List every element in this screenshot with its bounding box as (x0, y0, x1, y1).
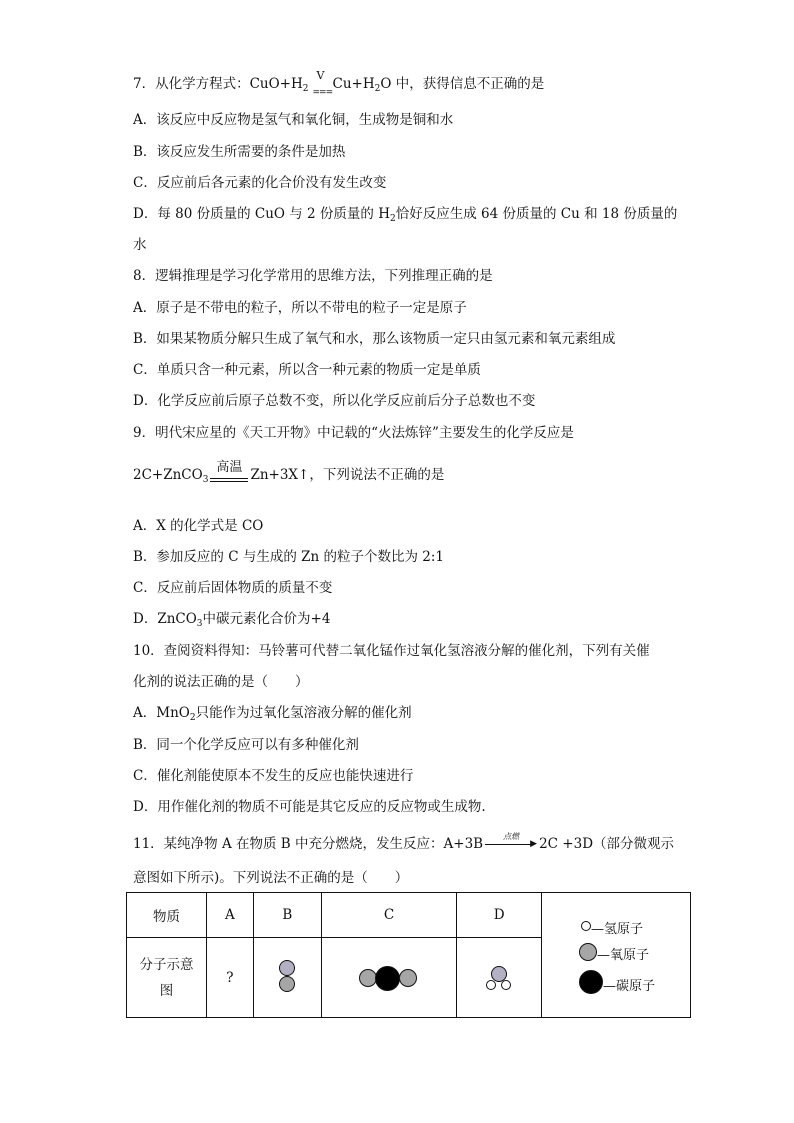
q9-option-b: B．参加反应的 C 与生成的 Zn 的粒子个数比为 2:1 (133, 549, 445, 565)
hydrogen-atom-icon (486, 980, 496, 990)
q10-option-d: D．用作催化剂的物质不可能是其它反应的反应物或生成物. (133, 799, 486, 815)
molecule-a-unknown: ? (206, 938, 253, 1018)
q11-table (126, 892, 691, 1018)
q9-stem: 9．明代宋应星的《天工开物》中记载的“火法炼锌”主要发生的化学反应是 (133, 425, 574, 441)
molecule-b (253, 938, 321, 1018)
hydrogen-atom-icon (581, 921, 591, 931)
header-d: D (457, 893, 542, 938)
q9-option-c: C．反应前后固体物质的质量不变 (133, 580, 333, 596)
q8-option-a: A．原子是不带电的粒子，所以不带电的粒子一定是原子 (133, 300, 467, 316)
hydrogen-atom-icon (501, 980, 511, 990)
q7-option-d-cont: 水 (133, 237, 147, 253)
carbon-atom-icon (375, 966, 400, 991)
oxygen-atom-icon (399, 969, 417, 987)
q10-option-c: C．催化剂能使原本不发生的反应也能快速进行 (133, 768, 414, 784)
oxygen-atom-icon (279, 960, 295, 976)
q7-option-d: D．每 80 份质量的 CuO 与 2 份质量的 $H_2$恰好反应生成 64 份质量的 Cu 和 18 份质量的 (133, 206, 678, 224)
q11-stem-cont: 意图如下所示)。下列说法不正确的是（ ） (133, 870, 409, 886)
q7-option-c: C．反应前后各元素的化合价没有发生改变 (133, 175, 387, 191)
carbon-atom-icon (579, 970, 603, 994)
q10-stem: 10．查阅资料得知：马铃薯可代替二氧化锰作过氧化氢溶液分解的催化剂，下列有关催 (133, 643, 650, 659)
q10-option-a: A．MnO$_2$只能作为过氧化氢溶液分解的催化剂 (133, 705, 412, 723)
q9-option-d: D．ZnCO$_3$中碳元素化合价为+4 (133, 611, 331, 629)
row-label: 分子示意图 (127, 938, 207, 1018)
q11-stem: 11．某纯净物 A 在物质 B 中充分燃烧，发生反应：A+3B 点燃 ▶ 2C +3D（部分微观示 (133, 831, 675, 852)
oxygen-atom-icon (279, 976, 295, 992)
molecule-c (321, 938, 456, 1018)
q8-stem: 8．逻辑推理是学习化学常用的思维方法，下列推理正确的是 (133, 268, 493, 284)
q10-stem-cont: 化剂的说法正确的是（ ） (133, 674, 309, 690)
header-c: C (321, 893, 456, 938)
q11-condition-arrow: 点燃 ▶ (485, 836, 537, 854)
q7-option-a: A．该反应中反应物是氢气和氧化铜，生成物是铜和水 (133, 112, 454, 128)
molecule-d (457, 938, 542, 1018)
q8-option-b: B．如果某物质分解只生成了氧气和水，那么该物质一定只由氢元素和氧元素组成 (133, 331, 616, 347)
q10-option-b: B．同一个化学反应可以有多种催化剂 (133, 737, 359, 753)
q9-condition: 高温 (210, 464, 248, 488)
q8-option-c: C．单质只含一种元素，所以含一种元素的物质一定是单质 (133, 362, 481, 378)
q8-option-d: D．化学反应前后原子总数不变，所以化学反应前后分子总数也不变 (133, 393, 536, 409)
header-b: B (253, 893, 321, 938)
header-a: A (206, 893, 253, 938)
q9-option-a: A．X 的化学式是 CO (133, 518, 264, 534)
q7-option-b: B．该反应发生所需要的条件是加热 (133, 144, 346, 160)
q7-condition: V === (312, 68, 333, 98)
legend-cell: —氢原子 —氧原子 —碳原子 (542, 893, 691, 1018)
oxygen-atom-icon (579, 943, 597, 961)
header-substance: 物质 (127, 893, 207, 938)
q9-equation: 2C+ZnCO$_3$ 高温 Zn+3X↑，下列说法不正确的是 (133, 463, 444, 488)
q7-stem: 7．从化学方程式：$CuO+H_2$ V === $Cu+H_2O$ 中，获得信息不正确的是 (133, 68, 545, 98)
